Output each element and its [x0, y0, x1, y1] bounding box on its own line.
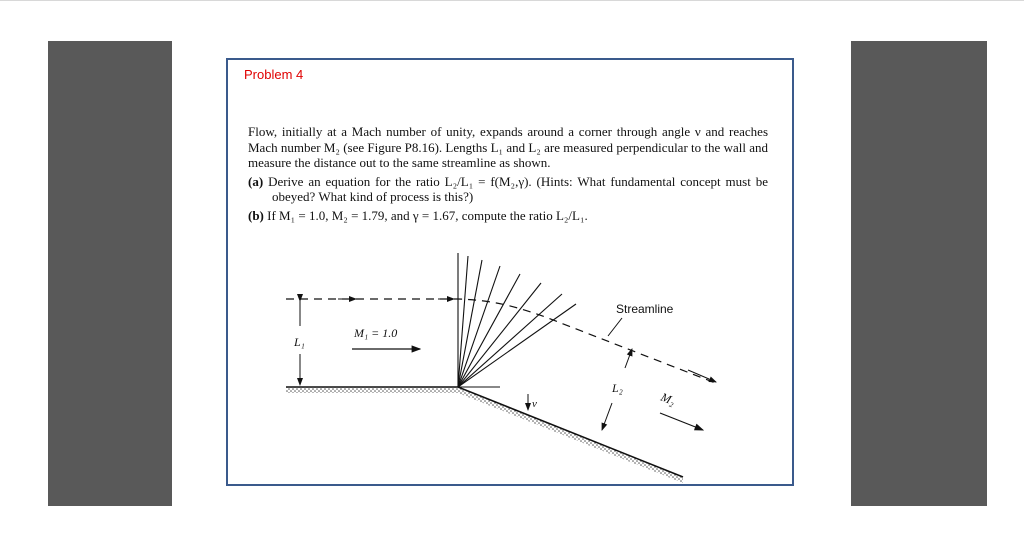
m2-label: M₂ — [658, 389, 678, 409]
expansion-corner-figure — [278, 250, 718, 486]
top-divider — [0, 0, 1024, 1]
expansion-fan — [458, 253, 576, 387]
angle-label: ν — [532, 398, 537, 410]
wall — [286, 387, 683, 483]
streamline-leader — [608, 318, 622, 336]
problem-slide — [226, 58, 794, 486]
part-b — [248, 208, 768, 224]
l2-label: L₂ — [612, 381, 623, 395]
l1-label: L₁ — [294, 335, 305, 349]
problem-intro: Flow, initially at a Mach number of unity, expands around a corner through angle ν and reaches Mach number M₂ (see Figure P8.16). Lengths L₁ and L₂ are measured perpendicular to the wall and measure the distance out to the same streamline as shown. — [248, 124, 768, 170]
part-a-label: (a) — [248, 173, 264, 189]
part-b-text: If M₁ = 1.0, M₂ = 1.79, and γ = 1.67, compute the ratio L₂/L₁. — [267, 207, 588, 223]
streamline-arrow-3 — [688, 370, 716, 382]
problem-title: Problem 4 — [244, 67, 304, 82]
right-side-panel — [851, 41, 987, 506]
m2-flow-arrow — [660, 413, 703, 430]
problem-statement — [248, 124, 768, 223]
part-a-text: Derive an equation for the ratio L₂/L₁ = f(M₂,γ). (Hints: What fundamental concept must be obeyed? What kind of process is this?) — [268, 173, 768, 204]
part-b-label: (b) — [248, 207, 264, 223]
part-a — [248, 174, 768, 205]
streamline-label: Streamline — [616, 302, 674, 316]
left-side-panel — [48, 41, 172, 506]
m1-label: M₁ = 1.0 — [354, 326, 398, 340]
